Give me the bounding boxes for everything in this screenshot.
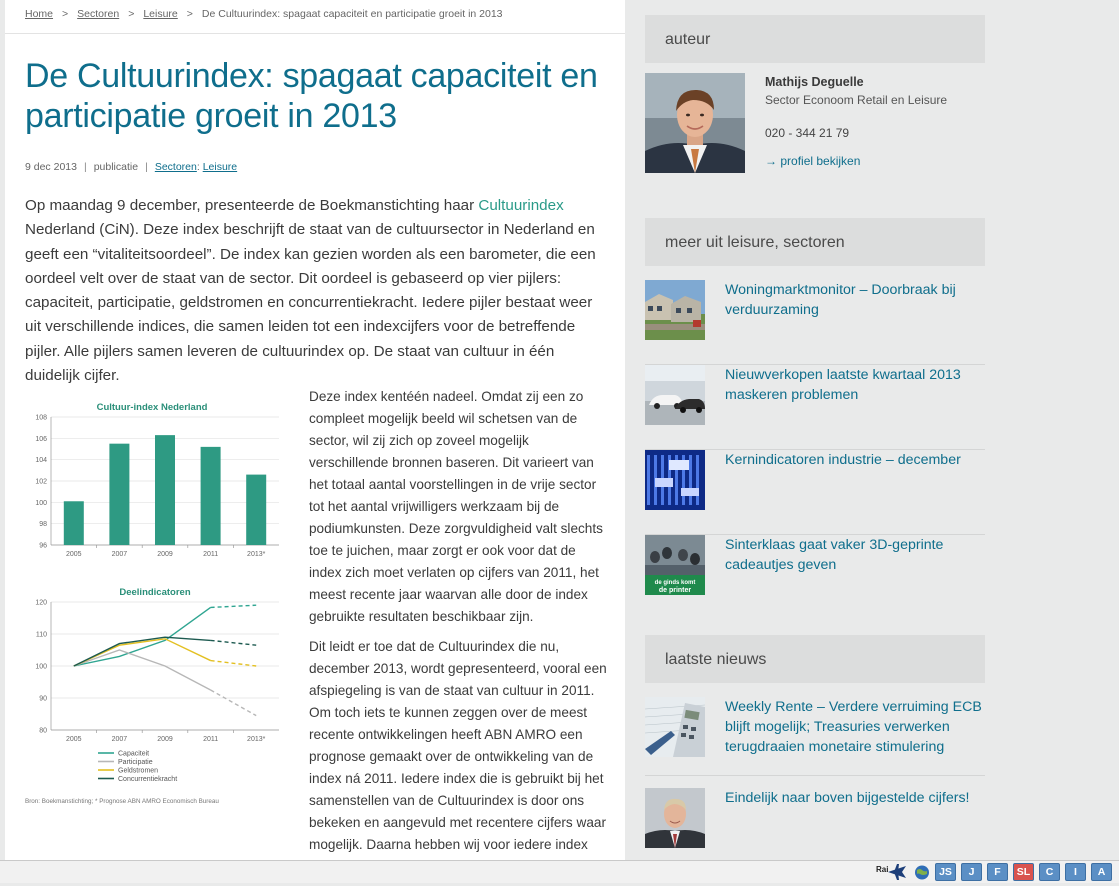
article-body	[309, 386, 611, 886]
related-item[interactable]	[645, 280, 985, 365]
bar-chart-ytick-label: 108	[35, 414, 47, 422]
related-item-title[interactable]: Woningmarktmonitor – Doorbraak bij verduurzaming	[725, 282, 956, 318]
breadcrumb-leisure-link[interactable]: Leisure	[143, 8, 178, 20]
line-chart-series-forecast	[211, 605, 257, 607]
figure-source-note: Bron: Boekmanstichting; * Prognose ABN AMRO Economisch Bureau	[25, 798, 219, 805]
bar-chart-x-axis	[66, 545, 266, 558]
author-photo-image	[645, 73, 745, 173]
body-paragraph: Deze index kentéén nadeel. Omdat zij een zo compleet mogelijk beeld wil schetsen van de sector, wil zij zich op zoveel mogelijk verschillende bronnen baseren. Dit varieert van het totaal aantal voorstellingen in de vrije sector tot het aantal vrijwilligers werkzaam bij de podiumkunsten. Deze zorgvuldigheid valt slechts toe te juichen, maar zorgt er ook voor dat de index zich moet verlaten op cijfers van 2011, het meest recente jaar waarvan alle door de index gebruikte resultaten beschikbaar zijn.	[309, 389, 603, 624]
line-chart-ytick-label: 110	[35, 631, 47, 639]
bar-chart-title: Cultuur-index Nederland	[96, 402, 208, 413]
news-item-title[interactable]: Eindelijk naar boven bijgestelde cijfers!	[725, 790, 970, 806]
charts-svg	[25, 392, 285, 812]
profile-link[interactable]	[765, 154, 860, 168]
author-phone: 020 - 344 21 79	[765, 126, 850, 140]
legend-label: Concurrentiekracht	[118, 776, 178, 783]
line-chart-legend	[98, 751, 177, 784]
related-item-title[interactable]: Nieuwverkopen laatste kwartaal 2013 maskeren problemen	[725, 367, 961, 403]
line-chart-ytick-label: 120	[35, 599, 47, 607]
legend-label: Participatie	[118, 759, 153, 766]
body-paragraph: Dit leidt er toe dat de Cultuurindex die nu, december 2013, wordt gepresenteerd, vooral een afspiegeling is van de staat van cultuur in 2011. Om toch iets te kunnen zeggen over de meest recente ontwikkelingen heeft ABN AMRO een prognose gemaakt over de ontwikkeling van de index ná 2011. Iedere index die is gebruikt bij het samenstellen van de Cultuurindex is door ons bekeken en aangevuld met recentere cijfers waar mogelijk. Daarna hebben wij voor iedere index	[309, 639, 607, 852]
breadcrumb-home-link[interactable]: Home	[25, 8, 54, 20]
page-title: De Cultuurindex: spagaat capaciteit en participatie groeit in 2013	[25, 57, 598, 135]
bar-chart-ytick-label: 100	[35, 499, 47, 507]
meta-separator: |	[145, 161, 148, 173]
related-panel-heading: meer uit leisure, sectoren	[645, 218, 985, 266]
legend-label: Geldstromen	[118, 767, 159, 775]
line-chart-title: Deelindicatoren	[119, 587, 191, 598]
bar-chart-ytick-label: 104	[35, 457, 47, 465]
bar-chart-ytick-label: 106	[35, 435, 47, 443]
author-role: Sector Econoom Retail en Leisure	[765, 93, 948, 107]
airplane-icon[interactable]	[886, 862, 908, 882]
line-chart-ytick-label: 100	[35, 663, 47, 671]
line-chart-xtick-label: 2007	[111, 736, 128, 743]
cultuurindex-figure	[25, 392, 285, 812]
status-key-js[interactable]: JS	[935, 863, 956, 881]
line-chart-xtick-label: 2013*	[247, 736, 266, 743]
bar-chart-xtick-label: 2013*	[247, 551, 266, 558]
line-chart-xtick-label: 2011	[203, 736, 219, 743]
bar-chart-bar	[64, 501, 84, 545]
news-item-title[interactable]: Weekly Rente – Verdere verruiming ECB blijft mogelijk; Treasuries verwerken terugdraaien monetaire stimulering	[725, 699, 982, 755]
related-item[interactable]	[645, 535, 985, 620]
category-colon: :	[196, 161, 200, 173]
related-item-title[interactable]: Kernindicatoren industrie – december	[725, 452, 961, 468]
bar-chart-bar	[246, 475, 266, 545]
bar-chart-bar	[109, 444, 129, 545]
line-chart-x-axis	[66, 730, 266, 743]
related-item[interactable]	[645, 450, 985, 535]
bar-chart-ytick-label: 96	[39, 542, 47, 550]
housing-thumbnail	[645, 280, 705, 340]
related-item-title[interactable]: Sinterklaas gaat vaker 3D-geprinte cadeautjes geven	[725, 537, 944, 573]
line-chart-series	[74, 605, 256, 715]
bar-chart-y-axis	[35, 415, 47, 550]
article-meta	[25, 161, 237, 173]
bar-chart-bar	[201, 447, 221, 545]
author-photo[interactable]	[645, 73, 745, 173]
arrow-right-icon: →	[765, 154, 777, 168]
person-thumbnail	[645, 788, 705, 848]
breadcrumb-separator: >	[62, 8, 69, 20]
globe-icon[interactable]	[913, 864, 931, 881]
article-column	[5, 0, 625, 860]
rai-label: Rai	[876, 865, 889, 874]
status-key-i[interactable]: I	[1065, 863, 1086, 881]
bar-chart-cultuurindex	[35, 402, 279, 558]
cars-showroom-thumbnail	[645, 365, 705, 425]
status-key-a[interactable]: A	[1091, 863, 1112, 881]
breadcrumb-sectoren-link[interactable]: Sectoren	[77, 8, 120, 20]
bar-chart-bar	[155, 435, 175, 545]
category-leisure-link[interactable]: Leisure	[202, 161, 238, 173]
meta-separator: |	[83, 161, 87, 173]
line-chart-y-axis	[35, 600, 47, 735]
calculator-thumbnail	[645, 697, 705, 757]
line-chart-deelindicatoren	[35, 587, 279, 783]
bar-chart-ytick-label: 102	[35, 478, 47, 486]
line-chart-xtick-label: 2005	[66, 736, 82, 743]
profile-link-label: profiel bekijken	[780, 154, 861, 168]
breadcrumb-divider	[5, 33, 625, 34]
breadcrumb-separator: >	[128, 8, 135, 20]
bar-chart-xtick-label: 2005	[66, 551, 82, 558]
status-key-j[interactable]: J	[961, 863, 982, 881]
breadcrumb-separator: >	[186, 8, 193, 20]
line-chart-ytick-label: 90	[39, 695, 47, 703]
printer-caption: de ginds komt	[654, 580, 696, 586]
line-chart-xtick-label: 2009	[157, 736, 173, 743]
related-item[interactable]	[645, 365, 985, 450]
breadcrumb	[25, 8, 503, 20]
divider	[645, 775, 985, 776]
article-intro	[25, 194, 610, 388]
line-chart-series-forecast	[211, 661, 257, 666]
author-name: Mathijs Deguelle	[765, 75, 864, 89]
status-key-f[interactable]: F	[987, 863, 1008, 881]
stock-ticker-thumbnail	[645, 450, 705, 510]
news-panel-heading: laatste nieuws	[645, 635, 985, 683]
breadcrumb-current: De Cultuurindex: spagaat capaciteit en participatie groeit in 2013	[201, 8, 503, 20]
printer-caption: de printer	[658, 587, 692, 594]
legend-label: Capaciteit	[118, 750, 150, 758]
author-panel-heading: auteur	[645, 15, 985, 63]
bar-chart-xtick-label: 2011	[203, 551, 219, 558]
browser-status-bar	[0, 860, 1119, 883]
news-item[interactable]	[645, 697, 985, 776]
cultuurindex-link[interactable]: Cultuurindex	[478, 197, 564, 214]
printer-shop-thumbnail	[645, 535, 705, 595]
category-sectoren-link[interactable]: Sectoren	[154, 161, 197, 173]
intro-text-rest: Nederland (CiN). Deze index beschrijft de staat van de cultuursector in Nederland en geeft een “vitaliteitsoordeel”. De index kan gezien worden als een barometer, die een oordeel velt over de staat van de sector. Dit oordeel is gebaseerd op vier pijlers: capaciteit, participatie, geldstromen en concurrentiekracht. Iedere pijler bestaat weer uit verschillende indices, die samen leiden tot een indexcijfers voor de betreffende pijler. Alle pijlers samen leveren de cultuurindex op. De staat van cultuur in één duidelijk cijfer.	[25, 221, 596, 385]
article-type: publicatie	[93, 161, 139, 173]
status-key-c[interactable]: C	[1039, 863, 1060, 881]
bar-chart-bars	[64, 435, 266, 545]
line-chart-ytick-label: 80	[39, 727, 47, 735]
bar-chart-xtick-label: 2009	[157, 551, 173, 558]
line-chart-series-forecast	[211, 690, 257, 716]
intro-text-start: Op maandag 9 december, presenteerde de Boekmanstichting haar	[25, 197, 479, 214]
bar-chart-xtick-label: 2007	[111, 551, 128, 558]
line-chart-series-forecast	[211, 640, 257, 645]
article-date: 9 dec 2013	[25, 161, 77, 173]
bar-chart-ytick-label: 98	[39, 521, 47, 529]
status-key-sl[interactable]: SL	[1013, 863, 1034, 881]
